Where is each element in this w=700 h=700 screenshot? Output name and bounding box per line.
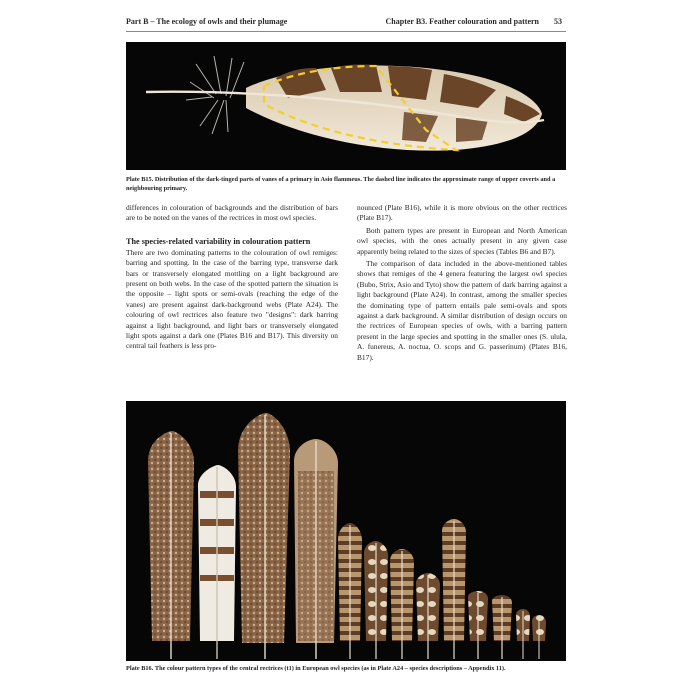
feather-2	[198, 465, 236, 659]
rectrices-illustration	[126, 401, 566, 661]
header-rule	[126, 31, 566, 32]
feather-5	[338, 523, 362, 659]
feather-6	[364, 541, 388, 659]
plate-b16-caption	[126, 664, 566, 673]
left-paragraph-1: differences in colouration of backgrounds and the distribution of bars are to be noted on the vanes of the rectrices in most owl species.	[126, 203, 338, 223]
plate-b16-photo	[126, 401, 566, 661]
left-paragraph-2: There are two dominating patterns to the colouration of owl remiges: barring and spotting. In the case of the barring type, transverse dark bars or transversely elongated mottling on a light background are present on both webs. In the case of the spotted pattern the situation is the opposite – light spots or semi-ovals (reaching the edge of the vanes) are present against dark-background webs (Plate A24). The colouring of owl rectrices also feature two "designs": dark barring against a light background, and light bars or transversely elongated light spots against a dark one (Plates B16 and B17). This diversity on central tail feathers is less pro-	[126, 247, 338, 351]
plate-b15-caption-text: Distribution of the dark-tinged parts of vanes of a primary in Asio flammeus. The dashed line indicates the approximate range of upper coverts and a neighbouring primary.	[126, 176, 556, 192]
feather-4	[294, 439, 338, 659]
plate-b15-photo	[126, 42, 566, 170]
feather-11	[492, 595, 512, 659]
feather-3	[238, 413, 290, 659]
left-text-column	[126, 203, 338, 352]
feather-7	[390, 549, 414, 659]
downy-base	[186, 56, 244, 134]
right-text-column	[357, 203, 567, 363]
page-number: 53	[554, 17, 562, 26]
running-header	[126, 17, 539, 29]
plate-b16-label: Plate B16.	[126, 665, 154, 672]
plate-b15-caption	[126, 175, 566, 193]
feather-9	[442, 519, 466, 659]
header-part-title: Part B – The ecology of owls and their plumage	[126, 17, 288, 26]
feather-12	[516, 609, 530, 659]
right-paragraph-1: nounced (Plate B16), while it is more obvious on the other rectrices (Plate B17).	[357, 203, 567, 223]
primary-feather-illustration	[126, 42, 566, 170]
section-heading: The species-related variability in colouration pattern	[126, 236, 311, 246]
header-chapter-title: Chapter B3. Feather colouration and pattern	[385, 17, 539, 26]
feather-8	[416, 573, 440, 659]
right-paragraph-2: Both pattern types are present in European and North American owl species, with the ones actually present in any given case apparently being related to the sizes of species (Tables B6 and B7).	[357, 225, 567, 256]
feather-1	[148, 431, 194, 659]
feather-13	[532, 615, 546, 659]
feather-10	[468, 591, 488, 659]
plate-b16-caption-text: The colour pattern types of the central rectrices (t1) in European owl species (as in Plate A24 – species descriptions – Appendix 11).	[154, 665, 506, 672]
plate-b15-label: Plate B15.	[126, 176, 154, 183]
right-paragraph-3: The comparison of data included in the above-mentioned tables shows that remiges of the 4 genera featuring the largest owl species (Bubo, Strix, Asio and Tyto) show the pattern of dark barring against a light background (Plate A24). In contrast, among the smaller species the dominating type of pattern entails pale semi-ovals and spots against a dark background. A similar distribution of design occurs on the rectrices of European species of owls, with a barring pattern present in the large species and spotting in the smaller ones (S. ulula, A. funereus, A. noctua, O. scops and G. passerinum) (Plates B16, B17).	[357, 259, 567, 362]
